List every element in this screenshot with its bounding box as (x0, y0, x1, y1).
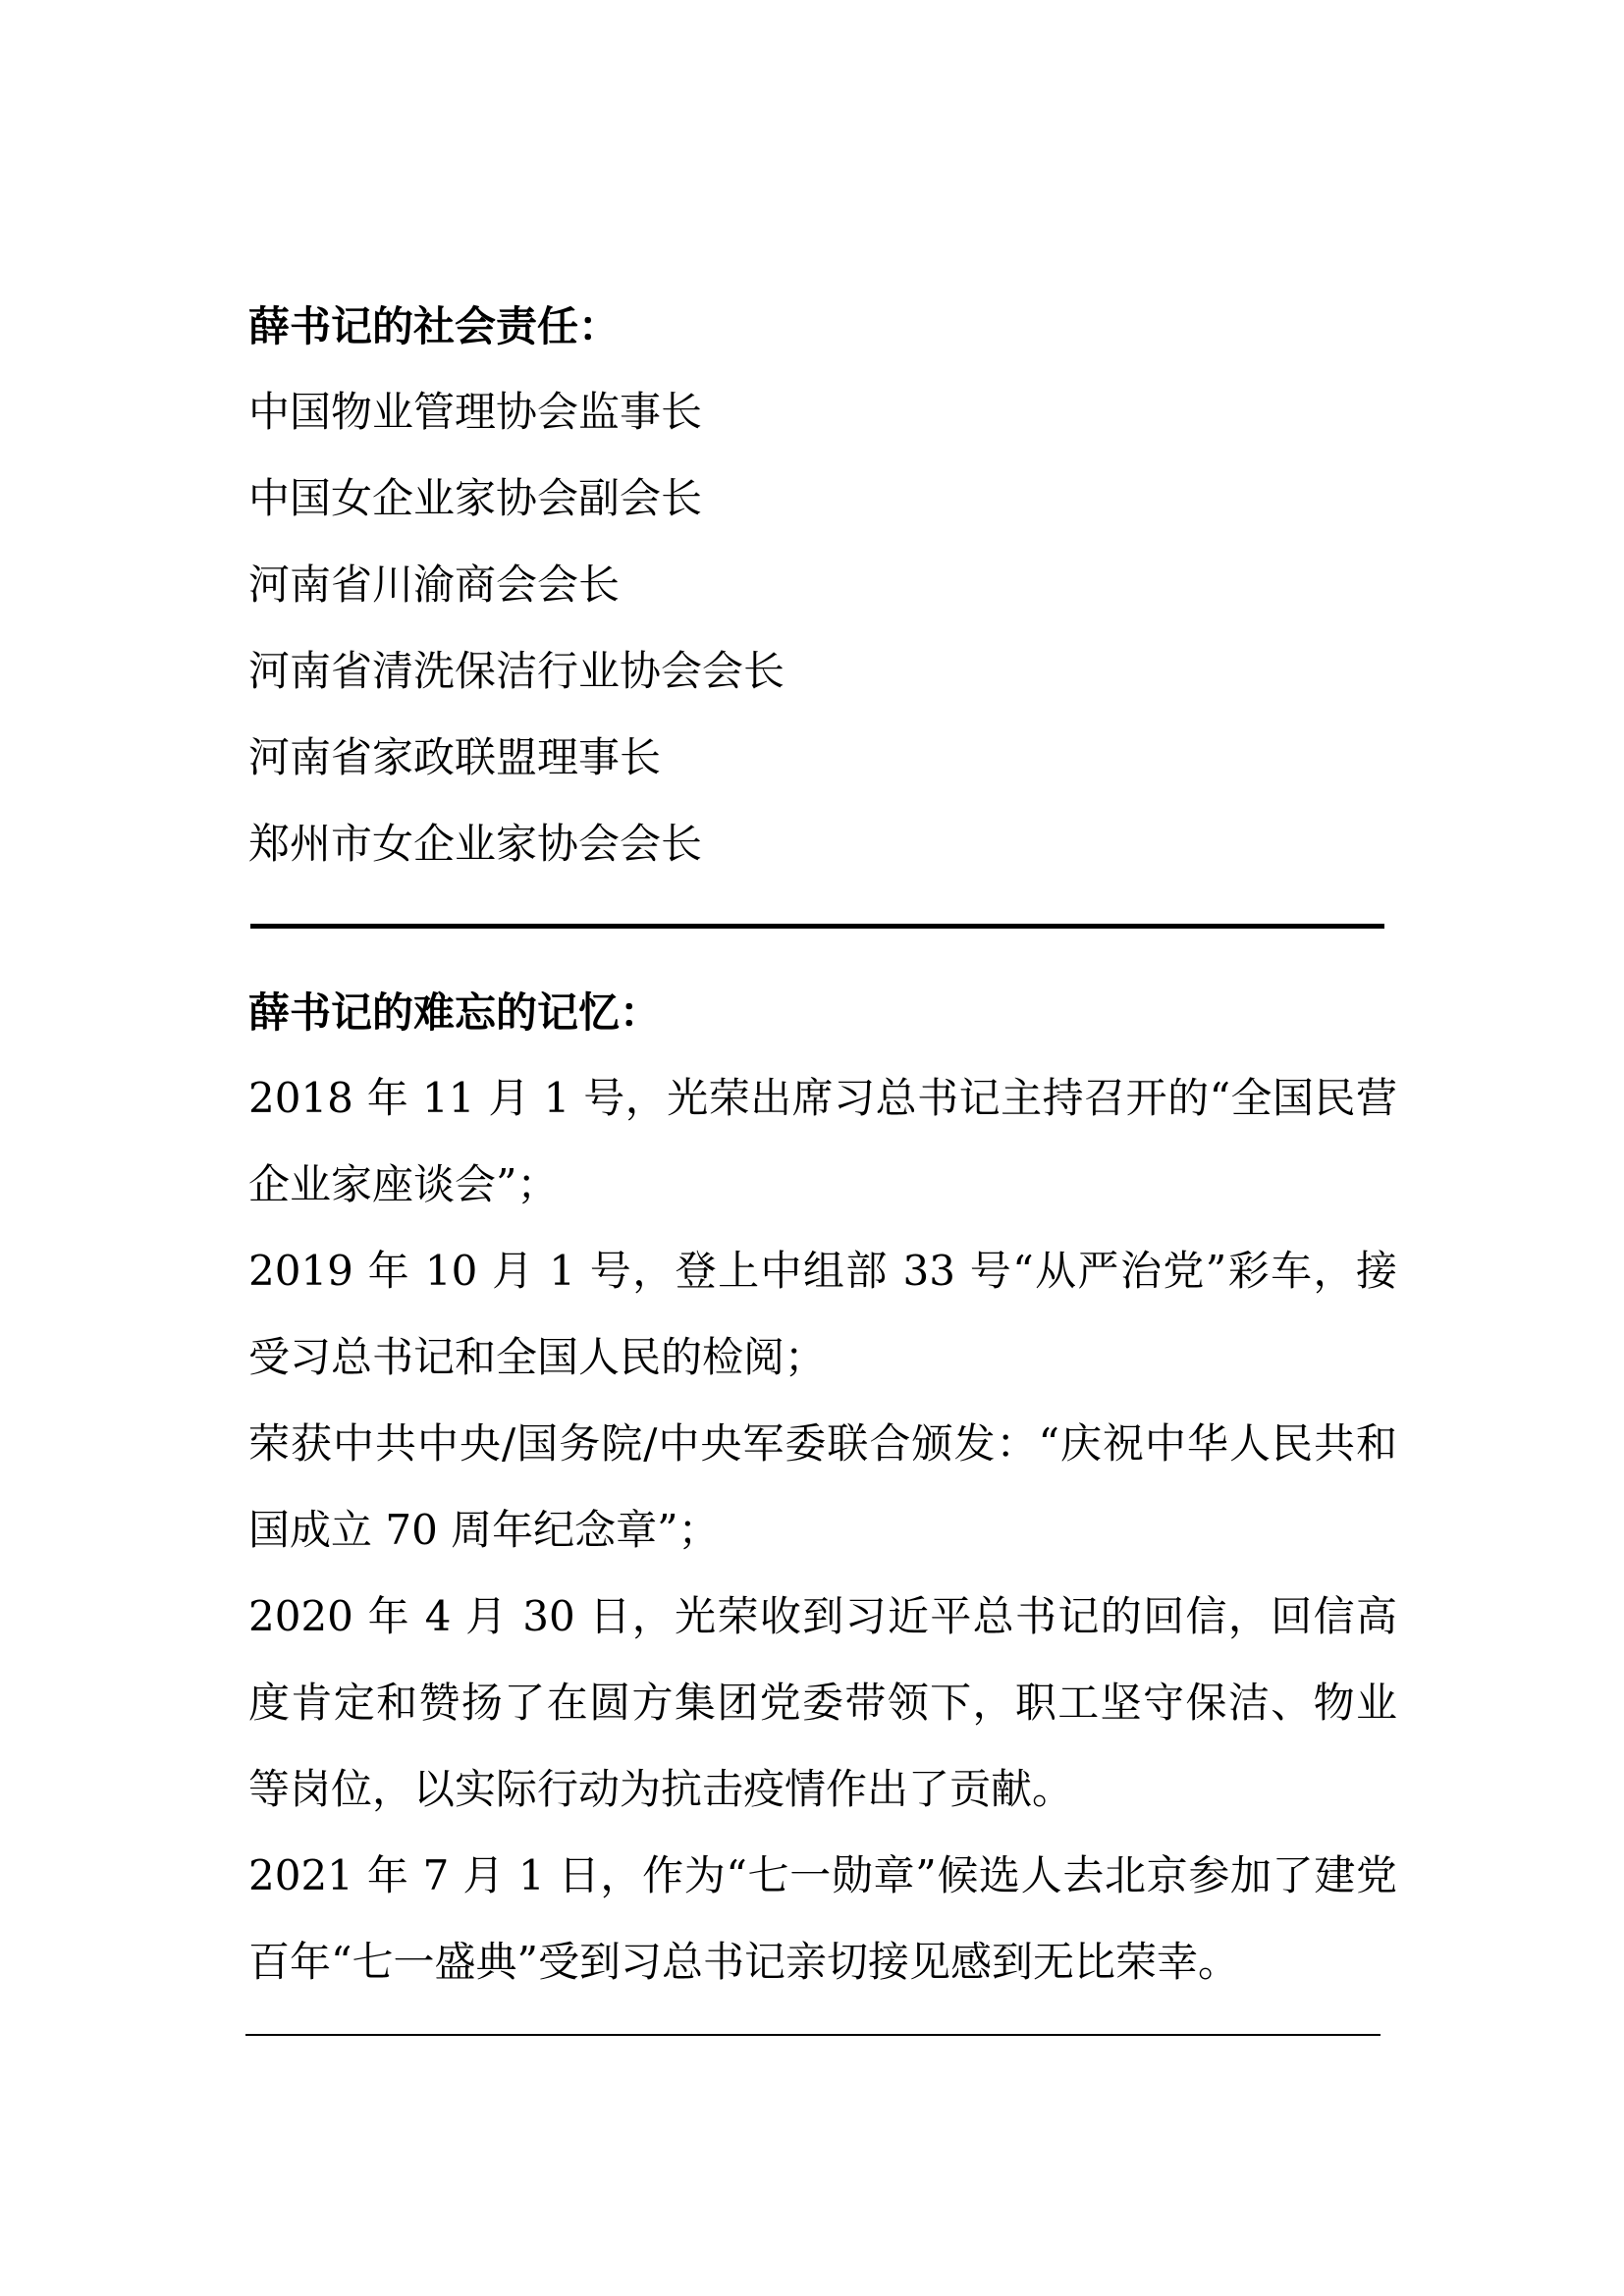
social-responsibility-heading: 薛书记的社会责任： (248, 302, 621, 350)
section-divider (250, 924, 1384, 929)
memory-item: 2018 年 11 月 1 号，光荣出席习总书记主持召开的“全国民营企业家座谈会”； (248, 1074, 1397, 1208)
role-item: 河南省家政联盟理事长 (248, 733, 662, 781)
role-item: 郑州市女企业家协会会长 (248, 820, 703, 868)
bottom-divider (245, 2034, 1380, 2036)
role-item: 中国女企业家协会副会长 (248, 474, 703, 522)
memory-item: 2020 年 4 月 30 日，光荣收到习近平总书记的回信，回信高度肯定和赞扬了在圆方集团党委带领下，职工坚守保洁、物业等岗位，以实际行动为抗击疫情作出了贡献。 (248, 1592, 1397, 1813)
memory-item: 荣获中共中央/国务院/中央军委联合颁发：“庆祝中华人民共和国成立 70 周年纪念章”； (248, 1419, 1397, 1554)
memory-item: 2021 年 7 月 1 日，作为“七一勋章”候选人去北京参加了建党百年“七一盛典”受到习总书记亲切接见感到无比荣幸。 (248, 1851, 1397, 1986)
role-item: 中国物业管理协会监事长 (248, 388, 703, 436)
role-item: 河南省清洗保洁行业协会会长 (248, 647, 785, 695)
memory-item: 2019 年 10 月 1 号，登上中组部 33 号“从严治党”彩车，接受习总书记和全国人民的检阅； (248, 1247, 1397, 1381)
memories-heading: 薛书记的难忘的记忆： (248, 988, 662, 1037)
role-item: 河南省川渝商会会长 (248, 561, 621, 609)
